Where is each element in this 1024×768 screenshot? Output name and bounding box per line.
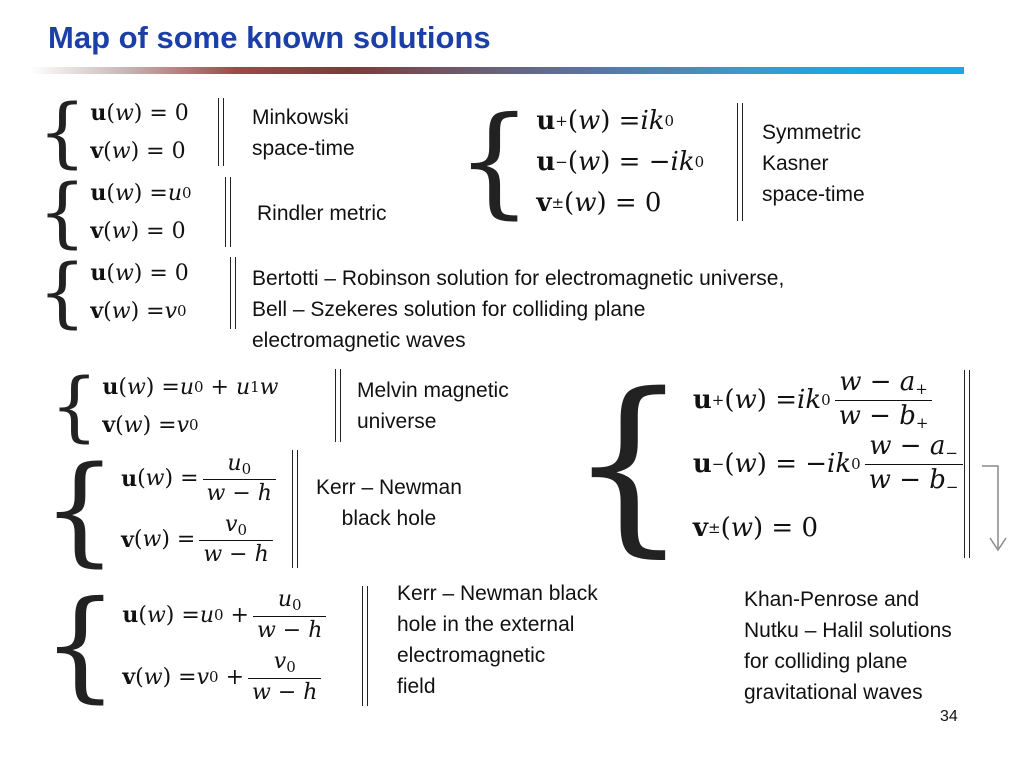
equation-kerr-newman-external: { u ( w ) = u 0 + $\frac{u_0}{w - h}$ v ( w ) = v 0 + $\frac{v_0}{w - h}$ xyxy=(42,584,330,708)
double-bar xyxy=(362,586,368,706)
double-bar xyxy=(230,257,236,329)
label-kerr-newman-external: Kerr – Newman black hole in the external electromagnetic field xyxy=(397,582,598,698)
left-brace: { xyxy=(38,167,87,256)
left-brace: { xyxy=(38,87,87,176)
label-bertotti: Bertotti – Robinson solution for electromagnetic universe, Bell – Szekeres solution for colliding plane electromagnetic waves xyxy=(252,267,785,352)
equation-kasner: { u + ( w ) = ik 0 u − ( w ) = − ik 0 v ± ( w ) = 0 xyxy=(456,92,705,231)
double-bar xyxy=(335,369,341,442)
double-bar xyxy=(292,450,298,568)
down-arrow-icon xyxy=(980,462,1014,556)
label-khan-penrose: Khan-Penrose and Nutku – Halil solutions for colliding plane gravitational waves xyxy=(744,588,952,704)
equation-khan-penrose: { u + ( w ) = ik 0 $\frac{w - a_+}{w - b_+}$ u − ( w ) = − ik 0 $\frac{w - a_-}{w - b_-}$ v ± ( w ) = 0 xyxy=(568,368,967,560)
label-melvin: Melvin magnetic universe xyxy=(357,379,509,433)
left-brace: { xyxy=(50,361,99,450)
left-brace: { xyxy=(456,92,533,231)
label-rindler: Rindler metric xyxy=(257,202,387,225)
page-number: 34 xyxy=(940,708,958,725)
equation-minkowski: { u ( w ) = 0 v ( w ) = 0 xyxy=(38,87,189,176)
equation-kerr-newman: { u ( w ) = $\frac{u_0}{w - h}$ v ( w ) = $\frac{v_0}{w - h}$ xyxy=(42,448,280,570)
double-bar xyxy=(225,177,231,247)
left-brace: { xyxy=(42,440,118,578)
equation-melvin: { u ( w ) = u 0 + u 1 w v ( w ) = v 0 xyxy=(50,361,279,450)
left-brace: { xyxy=(38,247,87,336)
equation-rindler: { u ( w ) = u 0 v ( w ) = 0 xyxy=(38,167,192,256)
left-brace: { xyxy=(42,576,119,715)
title-divider-bar xyxy=(30,67,964,74)
double-bar xyxy=(964,370,970,558)
label-minkowski: Minkowski space-time xyxy=(252,106,355,160)
label-kasner: Symmetric Kasner space-time xyxy=(762,121,865,206)
double-bar xyxy=(737,103,743,221)
label-kerr-newman: Kerr – Newman black hole xyxy=(316,476,462,530)
equation-bertotti: { u ( w ) = 0 v ( w ) = v 0 xyxy=(38,247,189,336)
slide-title: Map of some known solutions xyxy=(48,20,491,55)
left-brace: { xyxy=(568,353,689,574)
double-bar xyxy=(218,98,224,166)
